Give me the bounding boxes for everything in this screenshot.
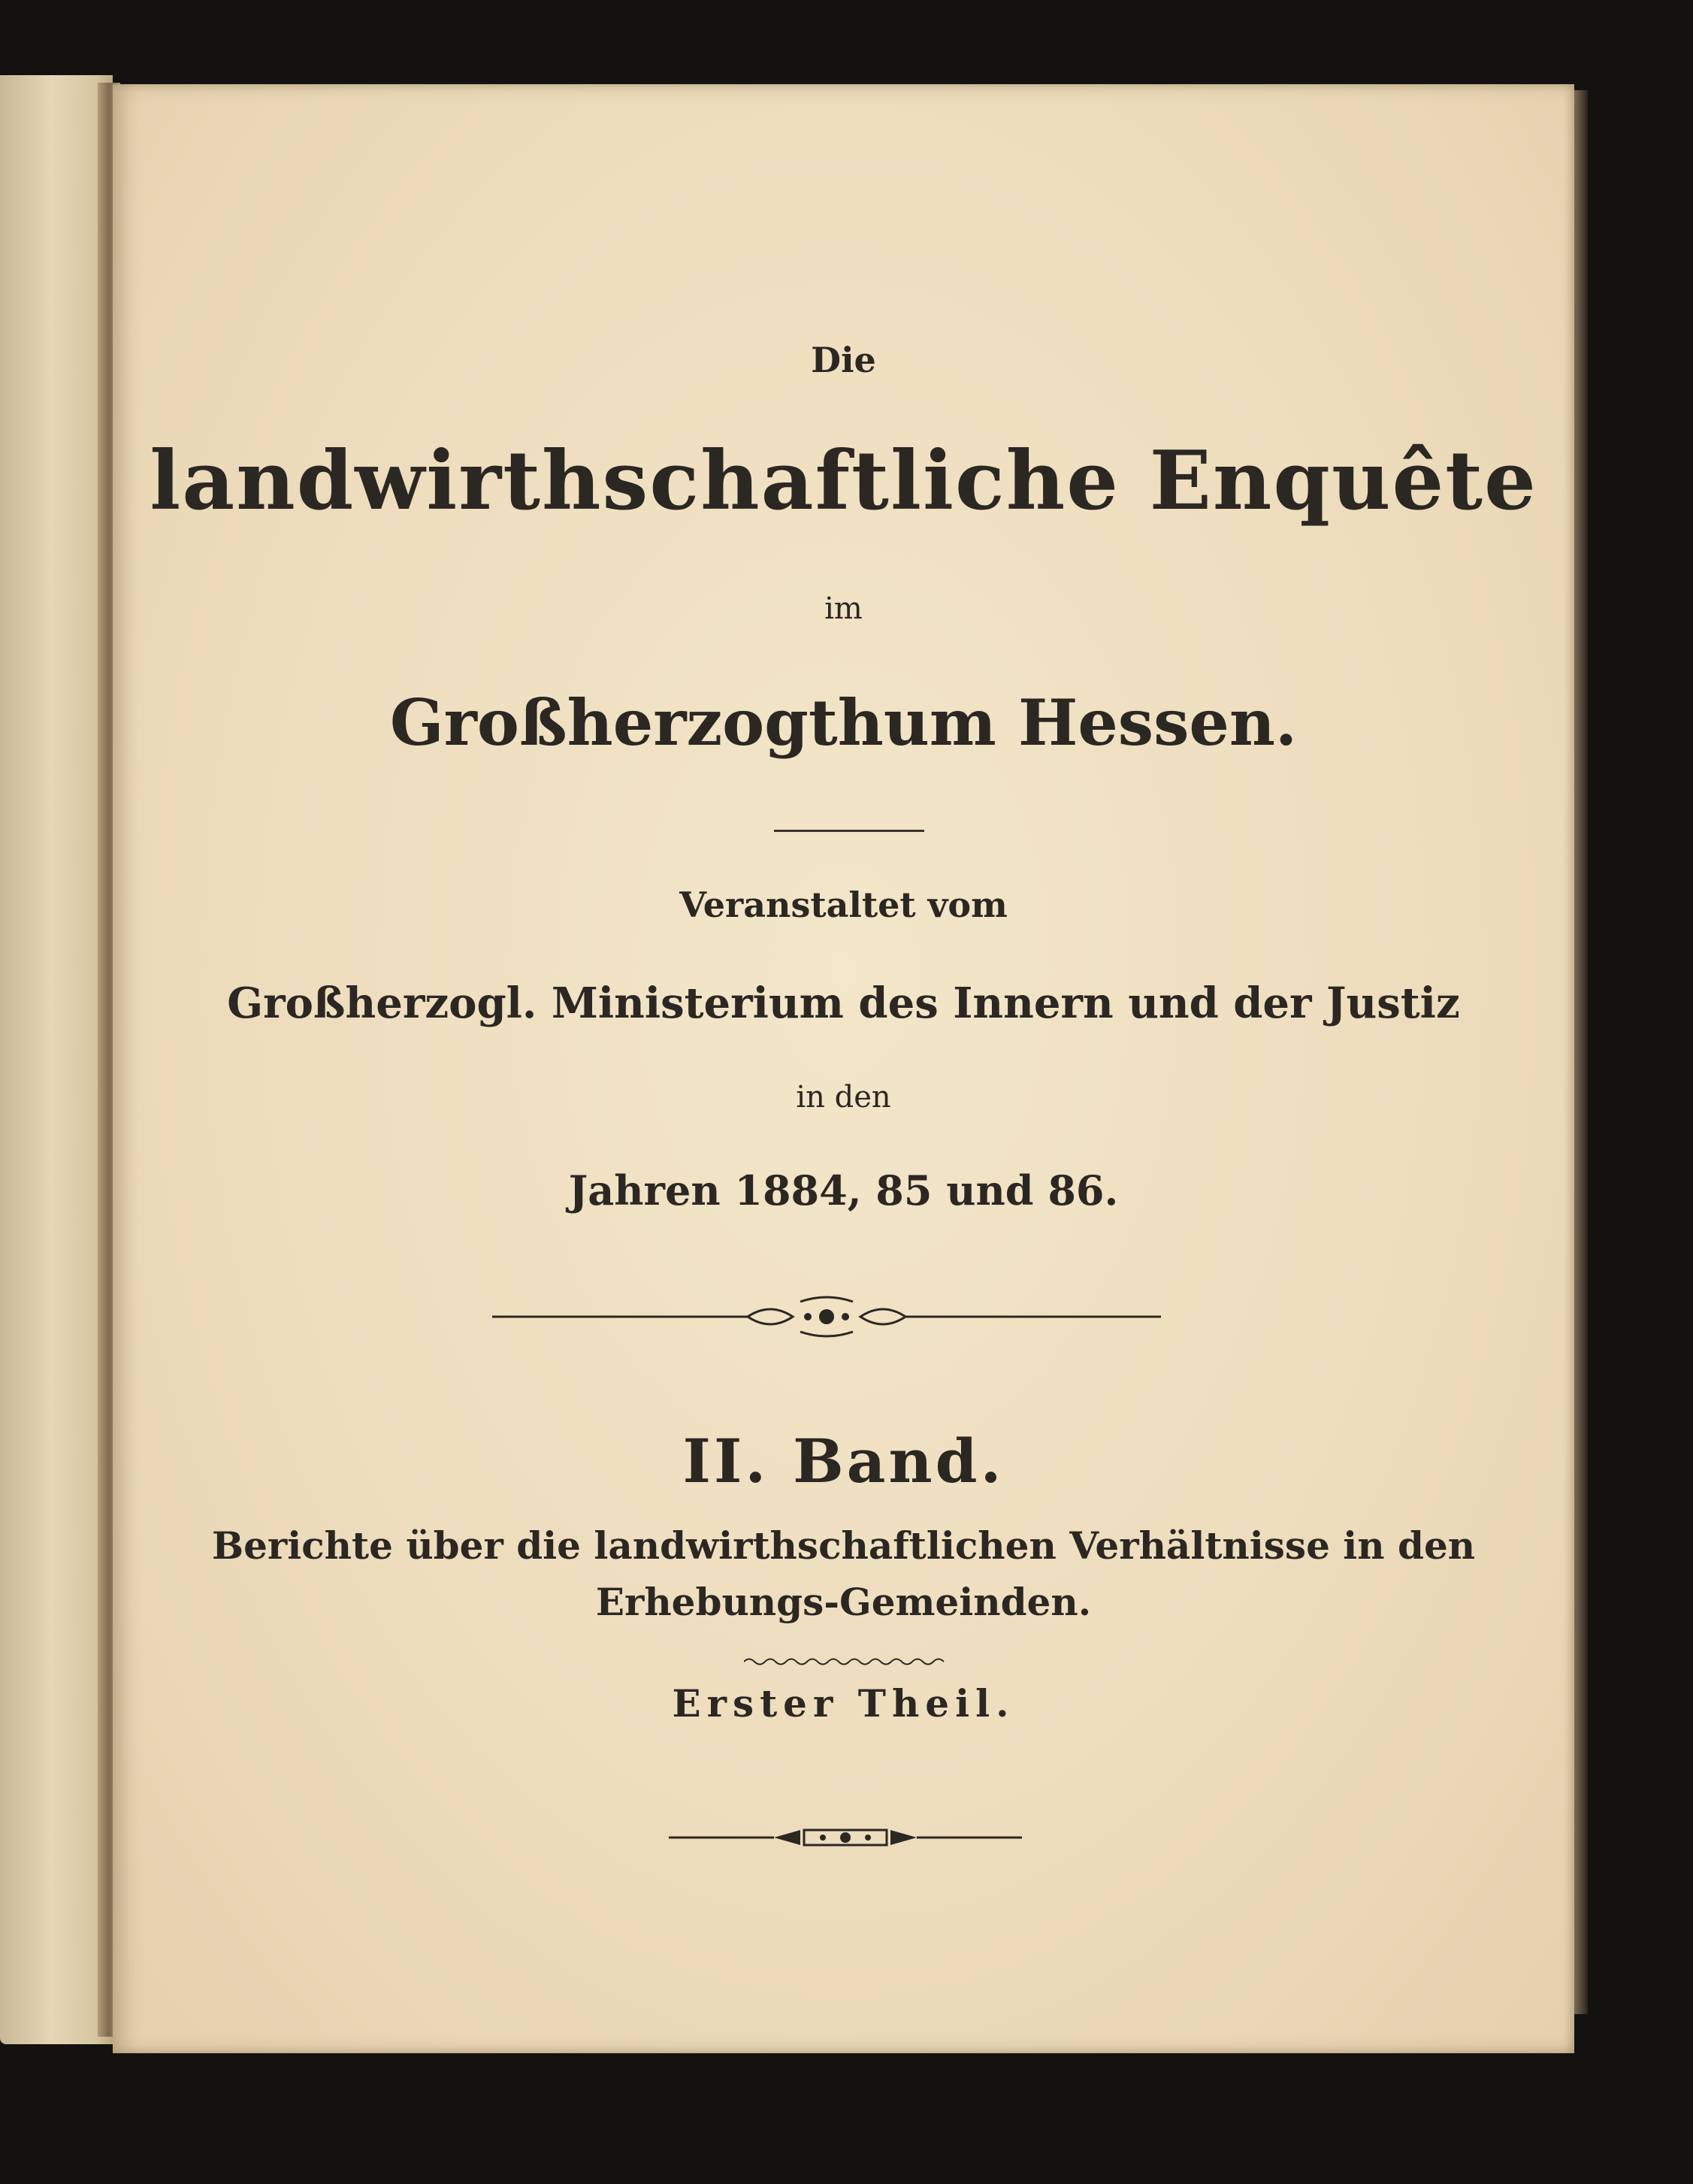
facing-page-edge: [0, 75, 113, 2044]
main-title: landwirthschaftliche Enquête: [150, 434, 1537, 528]
part-label: Erster Theil.: [672, 1681, 1015, 1726]
ornament-rule-icon: [492, 1294, 1161, 1339]
volume-heading: II. Band.: [682, 1426, 1005, 1496]
in-den-label: in den: [796, 1080, 891, 1115]
short-rule-divider: [774, 830, 924, 832]
subtitle-line-1: Berichte über die landwirthschaftlichen Verhältnisse in den: [211, 1523, 1476, 1568]
years-line: Jahren 1884, 85 und 86.: [568, 1166, 1119, 1215]
organizer-label: Veranstaltet vom: [679, 885, 1008, 925]
wavy-rule-icon: [744, 1656, 947, 1667]
title-im: im: [824, 591, 863, 626]
ministry-name: Großherzogl. Ministerium des Innern und der Justiz: [227, 979, 1460, 1028]
subtitle-line-2: Erhebungs-Gemeinden.: [595, 1580, 1092, 1624]
region-title: Großherzogthum Hessen.: [389, 685, 1298, 760]
title-page: [113, 84, 1574, 2053]
small-ornament-rule-icon: [669, 1824, 1022, 1851]
title-die: Die: [811, 340, 876, 380]
